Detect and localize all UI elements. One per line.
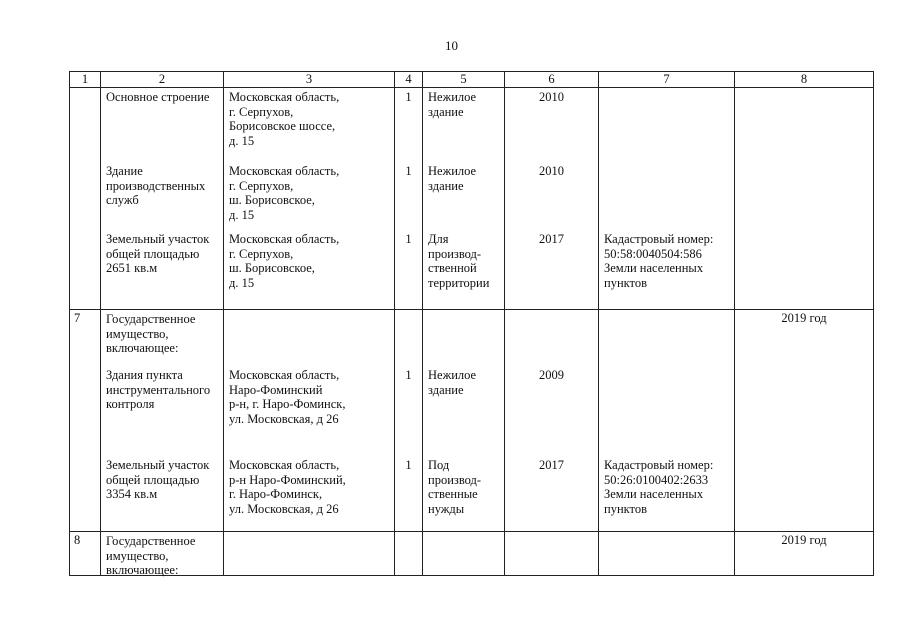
quantity-cell: [395, 88, 423, 310]
period-cell: [735, 532, 874, 576]
entry-qty: [395, 533, 422, 534]
entry-qty: 1: [405, 458, 412, 472]
entry-year: [505, 311, 598, 312]
period-value: 2019 год: [781, 311, 827, 325]
header-cell: 5: [423, 72, 505, 88]
entry-year: 2009: [539, 368, 564, 382]
entry-note: Кадастровый номер: 50:26:0100402:2633 Земли населенных пунктов: [604, 458, 714, 516]
quantity-cell: [395, 532, 423, 576]
period-cell: [735, 310, 874, 532]
header-cell: 8: [735, 72, 874, 88]
entry-type: [423, 311, 504, 312]
entry-name: Здание производственных служб: [106, 164, 206, 207]
cadastral-note-cell: [599, 532, 735, 576]
entry-qty: 1: [405, 232, 412, 246]
entry-note: [599, 311, 734, 312]
address-cell: [224, 88, 395, 310]
entry-type: Нежилое здание: [428, 368, 477, 397]
row-number: 7: [74, 311, 81, 325]
header-row: [70, 72, 874, 88]
period-cell: [735, 88, 874, 310]
page-number: 10: [445, 38, 458, 53]
quantity-cell: [395, 310, 423, 532]
entry-year: [505, 533, 598, 534]
purpose-cell: [423, 532, 505, 576]
entry-note: [599, 367, 734, 368]
entry-type: Нежилое здание: [428, 164, 477, 193]
entry-type: Для производ- ственной территории: [428, 232, 490, 290]
entry-address: Московская область, г. Серпухов, ш. Борисовское, д. 15: [229, 232, 340, 290]
entry-qty: [395, 311, 422, 312]
table-row: [70, 88, 874, 310]
entry-name: Земельный участок общей площадью 3354 кв.м: [106, 458, 210, 501]
entry-name: Основное строение: [106, 90, 210, 104]
address-cell: [224, 310, 395, 532]
address-cell: [224, 532, 395, 576]
entry-type: Нежилое здание: [428, 90, 477, 119]
object-name-cell: [101, 532, 224, 576]
entry-type: Под производ- ственные нужды: [428, 458, 482, 516]
entry-name: Государственное имущество, включающее:: [106, 534, 196, 577]
cadastral-note-cell: [599, 310, 735, 532]
entry-note: Кадастровый номер: 50:58:0040504:586 Земли населенных пунктов: [604, 232, 714, 290]
cadastral-note-cell: [599, 88, 735, 310]
row-number-cell: [70, 310, 101, 532]
table-body: [70, 72, 874, 576]
entry-name: Здания пункта инструментального контроля: [106, 368, 211, 411]
entry-note: [599, 533, 734, 534]
row-number: 8: [74, 533, 81, 547]
header-cell: 7: [599, 72, 735, 88]
object-name-cell: [101, 310, 224, 532]
entry-address: [224, 311, 394, 312]
entry-note: [599, 163, 734, 164]
entry-address: [224, 533, 394, 534]
year-cell: [505, 88, 599, 310]
row-number-cell: [70, 88, 101, 310]
header-cell: 6: [505, 72, 599, 88]
year-cell: [505, 532, 599, 576]
header-cell: 1: [70, 72, 101, 88]
table-row: [70, 532, 874, 576]
entry-address: Московская область, г. Серпухов, ш. Борисовское, д. 15: [229, 164, 340, 222]
header-cell: 2: [101, 72, 224, 88]
entry-address: Московская область, р-н Наро-Фоминский, г. Наро-Фоминск, ул. Московская, д 26: [229, 458, 346, 516]
year-cell: [505, 310, 599, 532]
purpose-cell: [423, 88, 505, 310]
entry-year: 2017: [539, 232, 564, 246]
header-cell: 4: [395, 72, 423, 88]
entry-address: Московская область, Наро-Фоминский р-н, г. Наро-Фоминск, ул. Московская, д 26: [229, 368, 346, 426]
purpose-cell: [423, 310, 505, 532]
entry-name: Государственное имущество, включающее:: [106, 312, 196, 355]
table-row: [70, 310, 874, 532]
entry-year: 2010: [539, 90, 564, 104]
property-table: [69, 71, 874, 576]
entry-name: Земельный участок общей площадью 2651 кв.м: [106, 232, 210, 275]
period-value: 2019 год: [781, 533, 827, 547]
entry-year: 2017: [539, 458, 564, 472]
header-cell: 3: [224, 72, 395, 88]
entry-address: Московская область, г. Серпухов, Борисовское шоссе, д. 15: [229, 90, 340, 148]
entry-note: [599, 89, 734, 90]
entry-qty: 1: [405, 164, 412, 178]
entry-qty: 1: [405, 90, 412, 104]
period-value: [735, 88, 873, 89]
row-number: [70, 88, 100, 89]
object-name-cell: [101, 88, 224, 310]
entry-year: 2010: [539, 164, 564, 178]
entry-type: [423, 533, 504, 534]
entry-qty: 1: [405, 368, 412, 382]
row-number-cell: [70, 532, 101, 576]
